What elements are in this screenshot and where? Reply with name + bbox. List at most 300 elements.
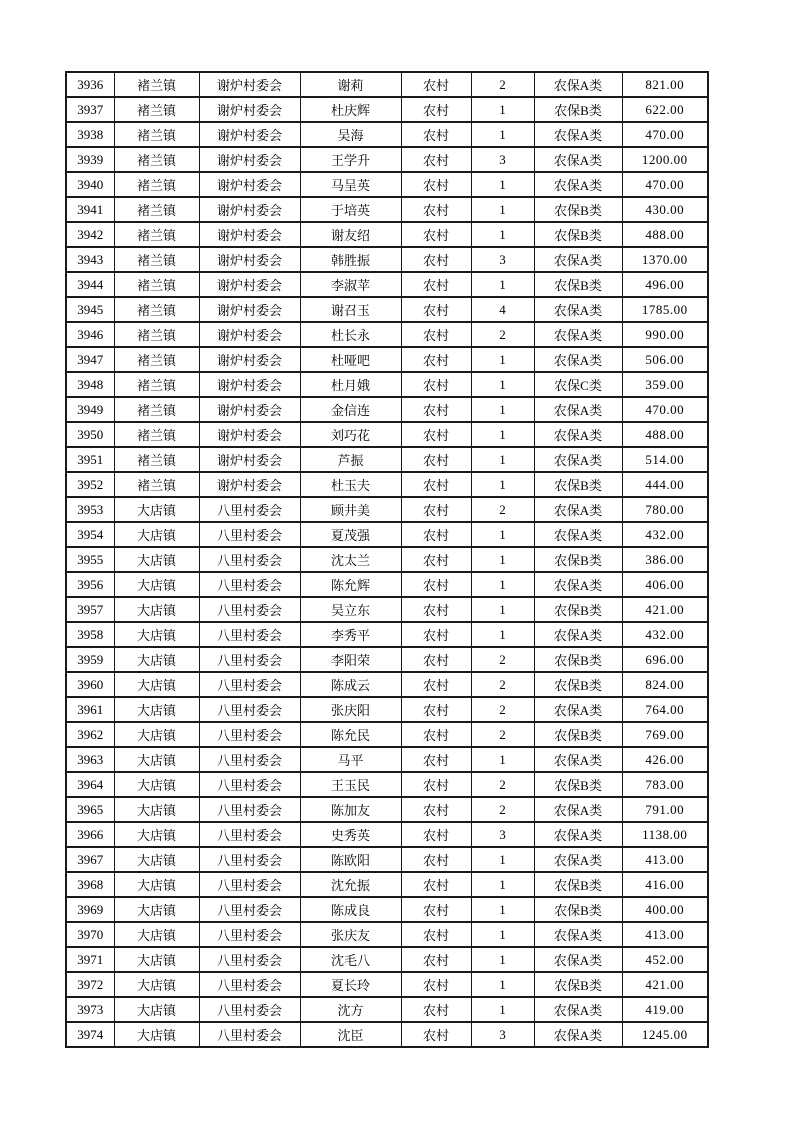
- cell-person-count: 2: [471, 72, 534, 97]
- cell-serial-number: 3968: [66, 872, 114, 897]
- cell-insurance-category: 农保A类: [534, 322, 622, 347]
- cell-town: 褚兰镇: [114, 122, 199, 147]
- cell-insurance-category: 农保A类: [534, 1022, 622, 1047]
- cell-person-name: 沈允振: [300, 872, 401, 897]
- cell-residence-type: 农村: [401, 297, 471, 322]
- cell-person-name: 沈臣: [300, 1022, 401, 1047]
- cell-residence-type: 农村: [401, 122, 471, 147]
- cell-serial-number: 3974: [66, 1022, 114, 1047]
- table-row: [66, 622, 708, 647]
- cell-village-committee: 八里村委会: [199, 897, 300, 922]
- cell-person-name: 陈允辉: [300, 572, 401, 597]
- cell-person-count: 1: [471, 997, 534, 1022]
- cell-village-committee: 八里村委会: [199, 947, 300, 972]
- table-row: [66, 497, 708, 522]
- table-row: [66, 772, 708, 797]
- cell-town: 大店镇: [114, 947, 199, 972]
- cell-village-committee: 谢炉村委会: [199, 447, 300, 472]
- cell-residence-type: 农村: [401, 222, 471, 247]
- cell-amount: 780.00: [622, 497, 708, 522]
- cell-amount: 1138.00: [622, 822, 708, 847]
- table-row: [66, 97, 708, 122]
- cell-person-name: 马呈英: [300, 172, 401, 197]
- cell-person-name: 夏茂强: [300, 522, 401, 547]
- cell-serial-number: 3951: [66, 447, 114, 472]
- cell-village-committee: 八里村委会: [199, 522, 300, 547]
- cell-serial-number: 3960: [66, 672, 114, 697]
- cell-amount: 386.00: [622, 547, 708, 572]
- cell-village-committee: 八里村委会: [199, 1022, 300, 1047]
- cell-serial-number: 3967: [66, 847, 114, 872]
- cell-person-count: 1: [471, 922, 534, 947]
- cell-serial-number: 3948: [66, 372, 114, 397]
- cell-village-committee: 谢炉村委会: [199, 397, 300, 422]
- cell-residence-type: 农村: [401, 172, 471, 197]
- table-row: [66, 122, 708, 147]
- cell-insurance-category: 农保A类: [534, 947, 622, 972]
- cell-insurance-category: 农保A类: [534, 572, 622, 597]
- cell-person-count: 1: [471, 472, 534, 497]
- cell-serial-number: 3969: [66, 897, 114, 922]
- cell-town: 褚兰镇: [114, 447, 199, 472]
- cell-village-committee: 谢炉村委会: [199, 172, 300, 197]
- cell-amount: 821.00: [622, 72, 708, 97]
- cell-amount: 764.00: [622, 697, 708, 722]
- cell-amount: 769.00: [622, 722, 708, 747]
- cell-town: 大店镇: [114, 547, 199, 572]
- cell-residence-type: 农村: [401, 972, 471, 997]
- cell-residence-type: 农村: [401, 697, 471, 722]
- cell-person-count: 1: [471, 522, 534, 547]
- table-row: [66, 472, 708, 497]
- cell-person-count: 2: [471, 697, 534, 722]
- cell-insurance-category: 农保A类: [534, 747, 622, 772]
- table-row: [66, 397, 708, 422]
- cell-village-committee: 八里村委会: [199, 547, 300, 572]
- cell-town: 褚兰镇: [114, 347, 199, 372]
- cell-person-name: 谢召玉: [300, 297, 401, 322]
- cell-residence-type: 农村: [401, 597, 471, 622]
- cell-residence-type: 农村: [401, 372, 471, 397]
- cell-insurance-category: 农保B类: [534, 472, 622, 497]
- table-row: [66, 72, 708, 97]
- cell-serial-number: 3947: [66, 347, 114, 372]
- cell-person-name: 夏长玲: [300, 972, 401, 997]
- cell-person-name: 李淑苹: [300, 272, 401, 297]
- cell-residence-type: 农村: [401, 947, 471, 972]
- cell-village-committee: 谢炉村委会: [199, 147, 300, 172]
- cell-serial-number: 3943: [66, 247, 114, 272]
- cell-town: 褚兰镇: [114, 397, 199, 422]
- cell-residence-type: 农村: [401, 647, 471, 672]
- table-row: [66, 147, 708, 172]
- cell-village-committee: 八里村委会: [199, 972, 300, 997]
- table-row: [66, 522, 708, 547]
- cell-insurance-category: 农保A类: [534, 422, 622, 447]
- table-row: [66, 672, 708, 697]
- cell-person-count: 2: [471, 647, 534, 672]
- cell-town: 大店镇: [114, 722, 199, 747]
- cell-person-name: 杜玉夫: [300, 472, 401, 497]
- table-row: [66, 372, 708, 397]
- cell-person-name: 于培英: [300, 197, 401, 222]
- cell-person-count: 1: [471, 422, 534, 447]
- cell-person-count: 1: [471, 172, 534, 197]
- cell-insurance-category: 农保B类: [534, 547, 622, 572]
- cell-amount: 470.00: [622, 397, 708, 422]
- cell-village-committee: 八里村委会: [199, 622, 300, 647]
- cell-village-committee: 谢炉村委会: [199, 297, 300, 322]
- cell-person-name: 张庆友: [300, 922, 401, 947]
- cell-serial-number: 3964: [66, 772, 114, 797]
- cell-serial-number: 3940: [66, 172, 114, 197]
- cell-serial-number: 3936: [66, 72, 114, 97]
- cell-residence-type: 农村: [401, 797, 471, 822]
- cell-insurance-category: 农保B类: [534, 772, 622, 797]
- cell-amount: 622.00: [622, 97, 708, 122]
- cell-serial-number: 3959: [66, 647, 114, 672]
- cell-serial-number: 3957: [66, 597, 114, 622]
- cell-amount: 406.00: [622, 572, 708, 597]
- table-row: [66, 747, 708, 772]
- cell-person-name: 韩胜振: [300, 247, 401, 272]
- cell-town: 褚兰镇: [114, 172, 199, 197]
- cell-amount: 1245.00: [622, 1022, 708, 1047]
- cell-residence-type: 农村: [401, 847, 471, 872]
- cell-insurance-category: 农保B类: [534, 722, 622, 747]
- cell-person-count: 1: [471, 872, 534, 897]
- cell-person-name: 陈允民: [300, 722, 401, 747]
- cell-amount: 488.00: [622, 222, 708, 247]
- cell-insurance-category: 农保A类: [534, 347, 622, 372]
- table-row: [66, 572, 708, 597]
- cell-village-committee: 八里村委会: [199, 672, 300, 697]
- cell-residence-type: 农村: [401, 197, 471, 222]
- cell-town: 大店镇: [114, 597, 199, 622]
- table-row: [66, 922, 708, 947]
- cell-serial-number: 3950: [66, 422, 114, 447]
- cell-amount: 432.00: [622, 522, 708, 547]
- cell-town: 大店镇: [114, 697, 199, 722]
- cell-person-count: 1: [471, 547, 534, 572]
- cell-town: 大店镇: [114, 522, 199, 547]
- cell-amount: 359.00: [622, 372, 708, 397]
- cell-person-name: 王玉民: [300, 772, 401, 797]
- cell-serial-number: 3970: [66, 922, 114, 947]
- cell-town: 大店镇: [114, 797, 199, 822]
- cell-person-count: 3: [471, 147, 534, 172]
- cell-village-committee: 谢炉村委会: [199, 197, 300, 222]
- cell-serial-number: 3938: [66, 122, 114, 147]
- table-row: [66, 847, 708, 872]
- cell-person-count: 1: [471, 97, 534, 122]
- cell-serial-number: 3963: [66, 747, 114, 772]
- cell-residence-type: 农村: [401, 772, 471, 797]
- table-row: [66, 1022, 708, 1047]
- cell-insurance-category: 农保A类: [534, 147, 622, 172]
- cell-town: 褚兰镇: [114, 297, 199, 322]
- cell-insurance-category: 农保B类: [534, 597, 622, 622]
- cell-residence-type: 农村: [401, 522, 471, 547]
- cell-person-count: 1: [471, 372, 534, 397]
- cell-village-committee: 八里村委会: [199, 697, 300, 722]
- cell-person-name: 顾井美: [300, 497, 401, 522]
- cell-village-committee: 八里村委会: [199, 497, 300, 522]
- cell-town: 大店镇: [114, 822, 199, 847]
- cell-residence-type: 农村: [401, 447, 471, 472]
- cell-village-committee: 谢炉村委会: [199, 372, 300, 397]
- cell-serial-number: 3971: [66, 947, 114, 972]
- cell-village-committee: 八里村委会: [199, 572, 300, 597]
- cell-person-name: 刘巧花: [300, 422, 401, 447]
- cell-person-name: 马平: [300, 747, 401, 772]
- cell-serial-number: 3953: [66, 497, 114, 522]
- cell-insurance-category: 农保A类: [534, 922, 622, 947]
- table-row: [66, 897, 708, 922]
- cell-residence-type: 农村: [401, 497, 471, 522]
- cell-amount: 419.00: [622, 997, 708, 1022]
- cell-person-count: 1: [471, 572, 534, 597]
- cell-person-count: 1: [471, 447, 534, 472]
- cell-amount: 413.00: [622, 847, 708, 872]
- cell-person-name: 陈成云: [300, 672, 401, 697]
- cell-village-committee: 谢炉村委会: [199, 122, 300, 147]
- cell-village-committee: 八里村委会: [199, 922, 300, 947]
- cell-person-count: 1: [471, 597, 534, 622]
- table-row: [66, 697, 708, 722]
- cell-village-committee: 谢炉村委会: [199, 72, 300, 97]
- cell-amount: 824.00: [622, 672, 708, 697]
- cell-town: 大店镇: [114, 847, 199, 872]
- cell-insurance-category: 农保C类: [534, 372, 622, 397]
- table-row: [66, 322, 708, 347]
- cell-insurance-category: 农保B类: [534, 222, 622, 247]
- cell-town: 褚兰镇: [114, 147, 199, 172]
- cell-amount: 444.00: [622, 472, 708, 497]
- cell-village-committee: 谢炉村委会: [199, 272, 300, 297]
- cell-residence-type: 农村: [401, 472, 471, 497]
- cell-amount: 470.00: [622, 122, 708, 147]
- cell-amount: 430.00: [622, 197, 708, 222]
- cell-town: 褚兰镇: [114, 97, 199, 122]
- cell-person-name: 陈成良: [300, 897, 401, 922]
- cell-person-name: 李阳荣: [300, 647, 401, 672]
- cell-person-name: 杜庆辉: [300, 97, 401, 122]
- cell-person-name: 沈方: [300, 997, 401, 1022]
- table-row: [66, 272, 708, 297]
- cell-person-count: 2: [471, 772, 534, 797]
- cell-serial-number: 3961: [66, 697, 114, 722]
- cell-town: 大店镇: [114, 497, 199, 522]
- cell-town: 褚兰镇: [114, 472, 199, 497]
- cell-person-count: 2: [471, 672, 534, 697]
- table-row: [66, 347, 708, 372]
- cell-village-committee: 八里村委会: [199, 722, 300, 747]
- cell-serial-number: 3965: [66, 797, 114, 822]
- cell-residence-type: 农村: [401, 747, 471, 772]
- cell-person-name: 王学升: [300, 147, 401, 172]
- cell-town: 褚兰镇: [114, 422, 199, 447]
- cell-serial-number: 3942: [66, 222, 114, 247]
- cell-amount: 421.00: [622, 972, 708, 997]
- cell-person-name: 谢友绍: [300, 222, 401, 247]
- table-row: [66, 647, 708, 672]
- cell-village-committee: 八里村委会: [199, 797, 300, 822]
- table-row: [66, 247, 708, 272]
- cell-serial-number: 3952: [66, 472, 114, 497]
- cell-person-name: 芦振: [300, 447, 401, 472]
- table-row: [66, 947, 708, 972]
- cell-town: 大店镇: [114, 622, 199, 647]
- cell-residence-type: 农村: [401, 822, 471, 847]
- cell-village-committee: 八里村委会: [199, 597, 300, 622]
- cell-serial-number: 3972: [66, 972, 114, 997]
- cell-person-name: 沈毛八: [300, 947, 401, 972]
- cell-person-count: 3: [471, 822, 534, 847]
- cell-amount: 421.00: [622, 597, 708, 622]
- cell-residence-type: 农村: [401, 547, 471, 572]
- cell-serial-number: 3956: [66, 572, 114, 597]
- cell-residence-type: 农村: [401, 147, 471, 172]
- cell-person-count: 1: [471, 272, 534, 297]
- cell-village-committee: 八里村委会: [199, 747, 300, 772]
- cell-residence-type: 农村: [401, 622, 471, 647]
- cell-insurance-category: 农保B类: [534, 672, 622, 697]
- cell-insurance-category: 农保B类: [534, 197, 622, 222]
- cell-person-name: 杜月娥: [300, 372, 401, 397]
- cell-serial-number: 3939: [66, 147, 114, 172]
- table-row: [66, 822, 708, 847]
- table-row: [66, 172, 708, 197]
- table-row: [66, 297, 708, 322]
- cell-insurance-category: 农保A类: [534, 497, 622, 522]
- cell-person-count: 2: [471, 722, 534, 747]
- cell-insurance-category: 农保A类: [534, 247, 622, 272]
- cell-residence-type: 农村: [401, 247, 471, 272]
- cell-serial-number: 3955: [66, 547, 114, 572]
- cell-person-name: 吴立东: [300, 597, 401, 622]
- cell-person-count: 1: [471, 897, 534, 922]
- cell-residence-type: 农村: [401, 322, 471, 347]
- cell-serial-number: 3937: [66, 97, 114, 122]
- cell-insurance-category: 农保B类: [534, 972, 622, 997]
- cell-person-name: 杜长永: [300, 322, 401, 347]
- cell-person-count: 1: [471, 347, 534, 372]
- cell-person-count: 4: [471, 297, 534, 322]
- table-row: [66, 597, 708, 622]
- cell-insurance-category: 农保A类: [534, 822, 622, 847]
- cell-town: 褚兰镇: [114, 272, 199, 297]
- cell-village-committee: 谢炉村委会: [199, 422, 300, 447]
- cell-insurance-category: 农保A类: [534, 72, 622, 97]
- cell-amount: 432.00: [622, 622, 708, 647]
- cell-person-count: 1: [471, 397, 534, 422]
- cell-amount: 426.00: [622, 747, 708, 772]
- cell-town: 大店镇: [114, 997, 199, 1022]
- cell-insurance-category: 农保A类: [534, 797, 622, 822]
- cell-serial-number: 3945: [66, 297, 114, 322]
- cell-serial-number: 3966: [66, 822, 114, 847]
- cell-insurance-category: 农保B类: [534, 647, 622, 672]
- cell-serial-number: 3949: [66, 397, 114, 422]
- cell-town: 大店镇: [114, 647, 199, 672]
- cell-person-name: 沈太兰: [300, 547, 401, 572]
- cell-amount: 696.00: [622, 647, 708, 672]
- cell-person-count: 1: [471, 847, 534, 872]
- cell-insurance-category: 农保B类: [534, 897, 622, 922]
- cell-amount: 514.00: [622, 447, 708, 472]
- cell-village-committee: 八里村委会: [199, 997, 300, 1022]
- cell-residence-type: 农村: [401, 97, 471, 122]
- cell-amount: 496.00: [622, 272, 708, 297]
- cell-person-name: 吴海: [300, 122, 401, 147]
- cell-person-name: 陈欧阳: [300, 847, 401, 872]
- cell-town: 大店镇: [114, 872, 199, 897]
- cell-insurance-category: 农保A类: [534, 622, 622, 647]
- cell-person-name: 陈加友: [300, 797, 401, 822]
- cell-insurance-category: 农保A类: [534, 397, 622, 422]
- cell-person-count: 1: [471, 947, 534, 972]
- cell-residence-type: 农村: [401, 722, 471, 747]
- cell-town: 大店镇: [114, 897, 199, 922]
- cell-residence-type: 农村: [401, 397, 471, 422]
- table-row: [66, 197, 708, 222]
- cell-person-name: 杜哑吧: [300, 347, 401, 372]
- cell-person-count: 2: [471, 497, 534, 522]
- cell-insurance-category: 农保A类: [534, 847, 622, 872]
- cell-insurance-category: 农保B类: [534, 97, 622, 122]
- cell-town: 褚兰镇: [114, 372, 199, 397]
- table-body: [66, 72, 708, 1047]
- cell-person-count: 1: [471, 122, 534, 147]
- table-row: [66, 997, 708, 1022]
- cell-insurance-category: 农保B类: [534, 872, 622, 897]
- table-row: [66, 447, 708, 472]
- cell-person-count: 1: [471, 622, 534, 647]
- cell-serial-number: 3954: [66, 522, 114, 547]
- cell-insurance-category: 农保A类: [534, 447, 622, 472]
- cell-person-count: 1: [471, 222, 534, 247]
- cell-amount: 506.00: [622, 347, 708, 372]
- cell-village-committee: 谢炉村委会: [199, 97, 300, 122]
- cell-insurance-category: 农保A类: [534, 997, 622, 1022]
- cell-residence-type: 农村: [401, 997, 471, 1022]
- cell-town: 褚兰镇: [114, 222, 199, 247]
- cell-insurance-category: 农保A类: [534, 172, 622, 197]
- cell-residence-type: 农村: [401, 572, 471, 597]
- cell-person-name: 谢莉: [300, 72, 401, 97]
- cell-residence-type: 农村: [401, 672, 471, 697]
- table-row: [66, 547, 708, 572]
- cell-town: 褚兰镇: [114, 247, 199, 272]
- cell-town: 褚兰镇: [114, 322, 199, 347]
- cell-village-committee: 八里村委会: [199, 772, 300, 797]
- cell-person-count: 1: [471, 747, 534, 772]
- cell-residence-type: 农村: [401, 422, 471, 447]
- cell-person-name: 李秀平: [300, 622, 401, 647]
- cell-amount: 1785.00: [622, 297, 708, 322]
- cell-amount: 783.00: [622, 772, 708, 797]
- table-row: [66, 972, 708, 997]
- cell-amount: 416.00: [622, 872, 708, 897]
- cell-person-count: 2: [471, 797, 534, 822]
- cell-serial-number: 3946: [66, 322, 114, 347]
- cell-residence-type: 农村: [401, 72, 471, 97]
- welfare-roster-table: [65, 71, 709, 1048]
- cell-person-count: 1: [471, 972, 534, 997]
- cell-insurance-category: 农保A类: [534, 522, 622, 547]
- cell-amount: 791.00: [622, 797, 708, 822]
